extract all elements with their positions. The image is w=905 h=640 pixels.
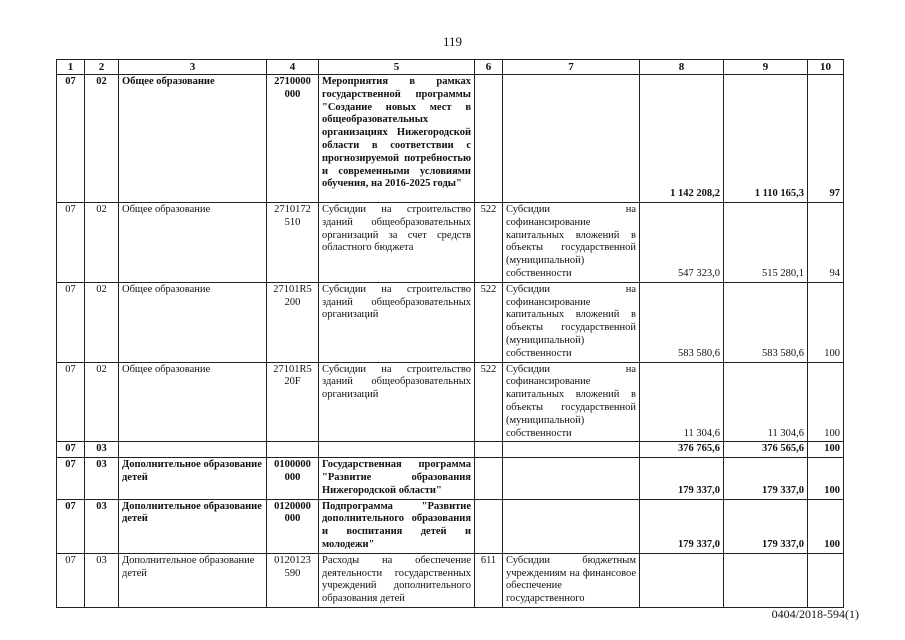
budget-table [56,59,844,608]
target-article-cell [267,442,319,458]
approved-amount-cell: 376 765,6 [640,442,724,458]
percent-cell: 100 [808,458,844,499]
section-name-cell: Дополнительное образование детей [119,458,267,499]
expense-name-cell [503,458,640,499]
table-row [57,203,844,283]
executed-amount-cell: 376 565,6 [724,442,808,458]
section-name-cell: Дополнительное образование детей [119,553,267,607]
target-article-cell: 0120000 000 [267,499,319,553]
table-row [57,362,844,442]
section-name-cell: Общее образование [119,282,267,362]
expense-name-cell [503,442,640,458]
section-code-cell: 07 [57,553,85,607]
article-name-cell: Субсидии на строительство зданий общеобразовательных организаций [319,362,475,442]
executed-amount-cell: 179 337,0 [724,458,808,499]
percent-cell: 100 [808,282,844,362]
section-code-cell: 07 [57,203,85,283]
expense-name-cell: Субсидии бюджетным учреждениям на финансовое обеспечение государственного [503,553,640,607]
expense-name-cell: Субсидии на софинансирование капитальных вложений в объекты государственной (муниципальной) собственности [503,203,640,283]
section-code-cell: 07 [57,362,85,442]
target-article-cell: 2710172 510 [267,203,319,283]
expense-name-cell [503,499,640,553]
expense-type-cell: 611 [475,553,503,607]
percent-cell: 97 [808,75,844,203]
approved-amount-cell: 547 323,0 [640,203,724,283]
percent-cell: 100 [808,362,844,442]
target-article-cell: 27101R5 20F [267,362,319,442]
target-article-cell: 0100000 000 [267,458,319,499]
article-name-cell: Субсидии на строительство зданий общеобразовательных организаций за счет средств областного бюджета [319,203,475,283]
expense-name-cell: Субсидии на софинансирование капитальных вложений в объекты государственной (муниципальной) собственности [503,362,640,442]
header-cell: 7 [503,60,640,75]
table-row [57,75,844,203]
header-cell: 9 [724,60,808,75]
table-row [57,499,844,553]
approved-amount-cell: 583 580,6 [640,282,724,362]
table-row [57,282,844,362]
document-code: 0404/2018-594(1) [771,607,859,621]
expense-type-cell [475,499,503,553]
header-cell: 2 [85,60,119,75]
article-name-cell: Государственная программа "Развитие образования Нижегородской области" [319,458,475,499]
percent-cell: 94 [808,203,844,283]
table-row [57,442,844,458]
section-name-cell: Общее образование [119,203,267,283]
executed-amount-cell: 583 580,6 [724,282,808,362]
section-name-cell: Дополнительное образование детей [119,499,267,553]
executed-amount-cell: 515 280,1 [724,203,808,283]
section-code-cell: 07 [57,442,85,458]
subsection-code-cell: 03 [85,458,119,499]
header-cell: 1 [57,60,85,75]
section-code-cell: 07 [57,458,85,499]
approved-amount-cell [640,553,724,607]
target-article-cell: 0120123 590 [267,553,319,607]
article-name-cell: Мероприятия в рамках государственной программы "Создание новых мест в общеобразовательных организациях Нижегородской области в соответствии с прогнозируемой потребностью и современными условиями обучения, на 2016-2025 годы" [319,75,475,203]
percent-cell: 100 [808,442,844,458]
header-cell: 8 [640,60,724,75]
expense-type-cell [475,442,503,458]
subsection-code-cell: 03 [85,499,119,553]
expense-type-cell: 522 [475,282,503,362]
table-row [57,553,844,607]
section-code-cell: 07 [57,282,85,362]
target-article-cell: 27101R5 200 [267,282,319,362]
article-name-cell [319,442,475,458]
header-cell: 10 [808,60,844,75]
approved-amount-cell: 1 142 208,2 [640,75,724,203]
section-name-cell [119,442,267,458]
target-article-cell: 2710000 000 [267,75,319,203]
executed-amount-cell: 1 110 165,3 [724,75,808,203]
article-name-cell: Подпрограмма "Развитие дополнительного образования и воспитания детей и молодежи" [319,499,475,553]
executed-amount-cell [724,553,808,607]
header-cell: 3 [119,60,267,75]
subsection-code-cell: 02 [85,282,119,362]
executed-amount-cell: 179 337,0 [724,499,808,553]
table-header-row [57,60,844,75]
section-code-cell: 07 [57,75,85,203]
subsection-code-cell: 03 [85,553,119,607]
approved-amount-cell: 179 337,0 [640,458,724,499]
approved-amount-cell: 179 337,0 [640,499,724,553]
header-cell: 5 [319,60,475,75]
table-row [57,458,844,499]
subsection-code-cell: 02 [85,75,119,203]
percent-cell: 100 [808,499,844,553]
section-code-cell: 07 [57,499,85,553]
expense-type-cell [475,458,503,499]
expense-name-cell: Субсидии на софинансирование капитальных вложений в объекты государственной (муниципальной) собственности [503,282,640,362]
article-name-cell: Расходы на обеспечение деятельности государственных учреждений дополнительного образования детей [319,553,475,607]
article-name-cell: Субсидии на строительство зданий общеобразовательных организаций [319,282,475,362]
page-number: 119 [442,34,463,49]
approved-amount-cell: 11 304,6 [640,362,724,442]
subsection-code-cell: 02 [85,203,119,283]
subsection-code-cell: 03 [85,442,119,458]
expense-name-cell [503,75,640,203]
percent-cell [808,553,844,607]
executed-amount-cell: 11 304,6 [724,362,808,442]
expense-type-cell: 522 [475,362,503,442]
expense-type-cell [475,75,503,203]
section-name-cell: Общее образование [119,75,267,203]
subsection-code-cell: 02 [85,362,119,442]
header-cell: 4 [267,60,319,75]
section-name-cell: Общее образование [119,362,267,442]
expense-type-cell: 522 [475,203,503,283]
header-cell: 6 [475,60,503,75]
